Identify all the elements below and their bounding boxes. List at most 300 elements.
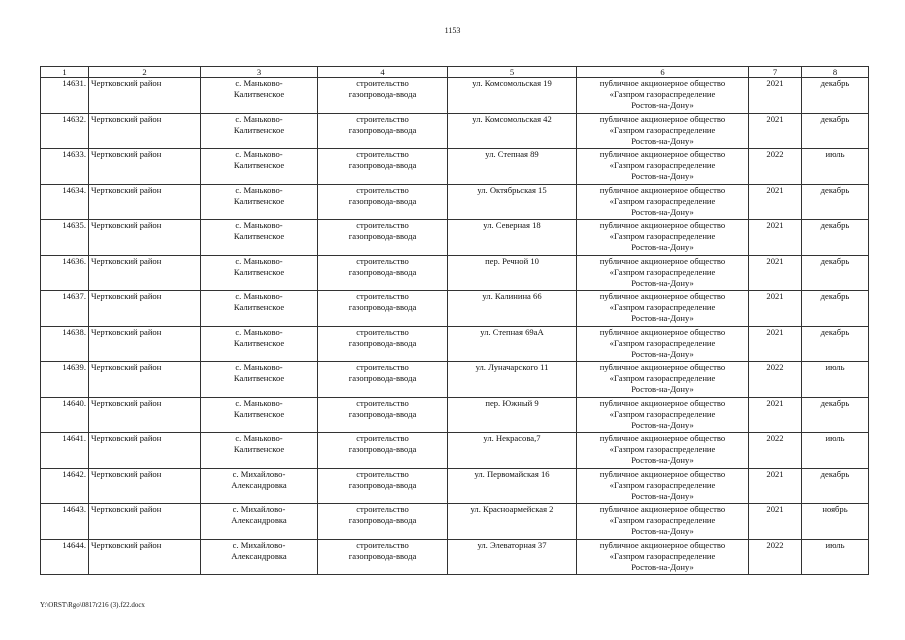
year: 2022: [766, 433, 784, 443]
organization-line: «Газпром газораспределение: [609, 444, 716, 455]
organization-line: публичное акционерное общество: [599, 255, 726, 266]
registry-table: [40, 66, 869, 575]
row-number: 14632.: [62, 113, 86, 124]
column-number-row: [41, 67, 869, 78]
row-number: 14633.: [62, 149, 86, 159]
work-type-line: газопровода-ввода: [348, 337, 417, 348]
settlement-line: Калитвенское: [233, 89, 285, 100]
address-cell: [448, 468, 577, 504]
table-row: [41, 291, 869, 327]
organization-line: публичное акционерное общество: [599, 326, 726, 337]
year: 2022: [766, 539, 784, 550]
month-cell: [802, 397, 869, 433]
table-row: [41, 255, 869, 291]
organization-line: Ростов-на-Дону»: [631, 384, 694, 395]
year: 2021: [766, 78, 784, 88]
month: декабрь: [820, 326, 850, 337]
work-type-cell: [318, 78, 448, 114]
work-type-line: газопровода-ввода: [348, 89, 417, 100]
row-number: 14642.: [62, 468, 86, 479]
address: ул. Комсомольская 42: [472, 113, 552, 124]
work-type-cell: [318, 220, 448, 256]
column-number: 3: [201, 67, 318, 78]
settlement-line: с. Маньково-: [235, 255, 283, 266]
organization-cell: [577, 397, 749, 433]
work-type-line: строительство: [356, 113, 409, 124]
year: 2021: [766, 468, 784, 479]
month: декабрь: [820, 220, 850, 230]
month: декабрь: [820, 113, 850, 124]
column-number: 6: [577, 67, 749, 78]
month-cell: [802, 220, 869, 256]
work-type-line: газопровода-ввода: [348, 373, 417, 384]
district-cell: [89, 397, 201, 433]
row-number: 14644.: [62, 539, 86, 550]
settlement-line: Калитвенское: [233, 337, 285, 348]
settlement-cell: [201, 113, 318, 149]
settlement-cell: [201, 149, 318, 185]
row-number-cell: [41, 326, 89, 362]
work-type-cell: [318, 362, 448, 398]
month-cell: [802, 113, 869, 149]
month-cell: [802, 184, 869, 220]
district-cell: [89, 291, 201, 327]
organization-line: публичное акционерное общество: [599, 149, 726, 159]
work-type-cell: [318, 326, 448, 362]
address-cell: [448, 433, 577, 469]
work-type-line: газопровода-ввода: [348, 408, 417, 419]
organization-line: Ростов-на-Дону»: [631, 561, 694, 572]
work-type-line: газопровода-ввода: [348, 195, 417, 206]
year: 2021: [766, 220, 784, 230]
settlement-cell: [201, 184, 318, 220]
column-number: 7: [749, 67, 802, 78]
table-row: [41, 397, 869, 433]
column-number: 4: [318, 67, 448, 78]
settlement-line: Александровка: [231, 515, 287, 526]
column-number: 2: [89, 67, 201, 78]
settlement-line: с. Маньково-: [235, 78, 283, 88]
row-number: 14640.: [62, 397, 86, 408]
month: декабрь: [820, 468, 850, 479]
year: 2021: [766, 184, 784, 195]
month: декабрь: [820, 78, 850, 88]
work-type-line: газопровода-ввода: [348, 515, 417, 526]
settlement-cell: [201, 539, 318, 575]
organization-cell: [577, 184, 749, 220]
settlement-line: с. Маньково-: [235, 291, 283, 301]
organization-line: «Газпром газораспределение: [609, 302, 716, 313]
month-cell: [802, 326, 869, 362]
row-number: 14631.: [62, 78, 86, 88]
address-cell: [448, 113, 577, 149]
organization-line: публичное акционерное общество: [599, 504, 726, 514]
organization-line: Ростов-на-Дону»: [631, 313, 694, 324]
organization-line: публичное акционерное общество: [599, 220, 726, 230]
organization-line: Ростов-на-Дону»: [631, 455, 694, 466]
district-cell: [89, 255, 201, 291]
row-number: 14634.: [62, 184, 86, 195]
organization-line: публичное акционерное общество: [599, 468, 726, 479]
district-cell: [89, 220, 201, 256]
address: ул. Луначарского 11: [475, 362, 549, 372]
table-row: [41, 149, 869, 185]
settlement-line: Калитвенское: [233, 195, 285, 206]
work-type-cell: [318, 255, 448, 291]
row-number-cell: [41, 184, 89, 220]
month: июль: [825, 539, 845, 550]
table-row: [41, 113, 869, 149]
year: 2021: [766, 326, 784, 337]
month-cell: [802, 504, 869, 540]
work-type-line: газопровода-ввода: [348, 231, 417, 242]
settlement-line: с. Михайлово-: [232, 539, 286, 550]
work-type-line: строительство: [356, 184, 409, 195]
row-number-cell: [41, 397, 89, 433]
row-number-cell: [41, 220, 89, 256]
district-cell: [89, 113, 201, 149]
address-cell: [448, 220, 577, 256]
month: июль: [825, 149, 845, 159]
work-type-cell: [318, 504, 448, 540]
row-number: 14641.: [62, 433, 86, 443]
district-cell: [89, 78, 201, 114]
column-number: 1: [41, 67, 89, 78]
organization-line: «Газпром газораспределение: [609, 195, 716, 206]
work-type-line: газопровода-ввода: [348, 550, 417, 561]
month-cell: [802, 78, 869, 114]
settlement-line: с. Михайлово-: [232, 468, 286, 479]
organization-cell: [577, 78, 749, 114]
table-row: [41, 504, 869, 540]
year-cell: [749, 291, 802, 327]
row-number: 14636.: [62, 255, 86, 266]
work-type-line: газопровода-ввода: [348, 160, 417, 171]
month-cell: [802, 433, 869, 469]
settlement-cell: [201, 504, 318, 540]
settlement-line: Калитвенское: [233, 302, 285, 313]
settlement-line: Калитвенское: [233, 373, 285, 384]
organization-cell: [577, 255, 749, 291]
row-number: 14635.: [62, 220, 86, 230]
year-cell: [749, 326, 802, 362]
settlement-line: Александровка: [231, 550, 287, 561]
month-cell: [802, 468, 869, 504]
work-type-cell: [318, 291, 448, 327]
district-cell: [89, 504, 201, 540]
organization-cell: [577, 291, 749, 327]
settlement-cell: [201, 255, 318, 291]
address-cell: [448, 184, 577, 220]
year: 2021: [766, 291, 784, 301]
district-name: Чертковский район: [91, 184, 162, 195]
organization-line: «Газпром газораспределение: [609, 124, 716, 135]
work-type-line: строительство: [356, 78, 409, 88]
year: 2021: [766, 255, 784, 266]
district-name: Чертковский район: [91, 255, 162, 266]
work-type-cell: [318, 539, 448, 575]
organization-line: публичное акционерное общество: [599, 539, 726, 550]
address-cell: [448, 362, 577, 398]
work-type-line: строительство: [356, 291, 409, 301]
work-type-cell: [318, 184, 448, 220]
settlement-cell: [201, 78, 318, 114]
work-type-line: строительство: [356, 433, 409, 443]
year-cell: [749, 255, 802, 291]
organization-line: публичное акционерное общество: [599, 397, 726, 408]
settlement-cell: [201, 433, 318, 469]
district-name: Чертковский район: [91, 78, 162, 88]
work-type-cell: [318, 149, 448, 185]
address: ул. Степная 89: [485, 149, 539, 159]
month: декабрь: [820, 255, 850, 266]
address: пер. Речной 10: [485, 255, 539, 266]
district-name: Чертковский район: [91, 326, 162, 337]
work-type-line: газопровода-ввода: [348, 266, 417, 277]
table-row: [41, 539, 869, 575]
organization-line: Ростов-на-Дону»: [631, 277, 694, 288]
settlement-cell: [201, 362, 318, 398]
row-number: 14643.: [62, 504, 86, 514]
month-cell: [802, 362, 869, 398]
row-number-cell: [41, 539, 89, 575]
settlement-line: Калитвенское: [233, 231, 285, 242]
organization-cell: [577, 539, 749, 575]
month-cell: [802, 149, 869, 185]
address: ул. Северная 18: [483, 220, 541, 230]
address: ул. Калинина 66: [482, 291, 542, 301]
address-cell: [448, 255, 577, 291]
year-cell: [749, 184, 802, 220]
row-number-cell: [41, 113, 89, 149]
year: 2022: [766, 149, 784, 159]
table-row: [41, 468, 869, 504]
settlement-line: Калитвенское: [233, 444, 285, 455]
district-cell: [89, 539, 201, 575]
district-name: Чертковский район: [91, 468, 162, 479]
year-cell: [749, 504, 802, 540]
organization-line: публичное акционерное общество: [599, 113, 726, 124]
month-cell: [802, 255, 869, 291]
district-name: Чертковский район: [91, 362, 162, 372]
table-row: [41, 362, 869, 398]
work-type-cell: [318, 433, 448, 469]
organization-cell: [577, 220, 749, 256]
district-name: Чертковский район: [91, 539, 162, 550]
address-cell: [448, 326, 577, 362]
work-type-line: газопровода-ввода: [348, 302, 417, 313]
work-type-line: строительство: [356, 397, 409, 408]
settlement-line: с. Михайлово-: [232, 504, 286, 514]
file-path-footer: Y:\ORST\Rgo\0817r216 (3).f22.docx: [40, 601, 145, 609]
year-cell: [749, 468, 802, 504]
row-number-cell: [41, 504, 89, 540]
organization-line: «Газпром газораспределение: [609, 160, 716, 171]
year-cell: [749, 220, 802, 256]
month: декабрь: [820, 397, 850, 408]
year: 2022: [766, 362, 784, 372]
settlement-line: Калитвенское: [233, 408, 285, 419]
address: ул. Октябрьская 15: [477, 184, 547, 195]
organization-line: публичное акционерное общество: [599, 433, 726, 443]
row-number-cell: [41, 362, 89, 398]
work-type-line: строительство: [356, 220, 409, 230]
district-name: Чертковский район: [91, 433, 162, 443]
year-cell: [749, 149, 802, 185]
settlement-cell: [201, 291, 318, 327]
work-type-line: строительство: [356, 255, 409, 266]
organization-line: «Газпром газораспределение: [609, 550, 716, 561]
year-cell: [749, 433, 802, 469]
year-cell: [749, 362, 802, 398]
organization-line: публичное акционерное общество: [599, 291, 726, 301]
district-cell: [89, 433, 201, 469]
address-cell: [448, 504, 577, 540]
month: июль: [825, 362, 845, 372]
work-type-line: строительство: [356, 504, 409, 514]
organization-line: Ростов-на-Дону»: [631, 419, 694, 430]
work-type-line: строительство: [356, 468, 409, 479]
page-number: 1153: [444, 26, 461, 35]
month-cell: [802, 539, 869, 575]
settlement-line: Калитвенское: [233, 160, 285, 171]
year: 2021: [766, 113, 784, 124]
settlement-line: с. Маньково-: [235, 149, 283, 159]
address: ул. Степная 69аА: [480, 326, 544, 337]
organization-cell: [577, 149, 749, 185]
settlement-line: с. Маньково-: [235, 113, 283, 124]
address-cell: [448, 78, 577, 114]
table-row: [41, 78, 869, 114]
month-cell: [802, 291, 869, 327]
district-cell: [89, 149, 201, 185]
address: ул. Красноармейская 2: [470, 504, 554, 514]
organization-cell: [577, 504, 749, 540]
year-cell: [749, 397, 802, 433]
column-number: 5: [448, 67, 577, 78]
organization-line: «Газпром газораспределение: [609, 89, 716, 100]
organization-line: «Газпром газораспределение: [609, 337, 716, 348]
organization-line: публичное акционерное общество: [599, 362, 726, 372]
address: ул. Первомайская 16: [474, 468, 550, 479]
organization-cell: [577, 433, 749, 469]
settlement-cell: [201, 468, 318, 504]
row-number-cell: [41, 255, 89, 291]
district-name: Чертковский район: [91, 149, 162, 159]
month: декабрь: [820, 184, 850, 195]
settlement-line: с. Маньково-: [235, 326, 283, 337]
district-name: Чертковский район: [91, 113, 162, 124]
organization-line: Ростов-на-Дону»: [631, 348, 694, 359]
table-row: [41, 184, 869, 220]
district-name: Чертковский район: [91, 220, 162, 230]
row-number-cell: [41, 78, 89, 114]
settlement-line: Александровка: [231, 479, 287, 490]
year-cell: [749, 113, 802, 149]
work-type-cell: [318, 113, 448, 149]
organization-line: публичное акционерное общество: [599, 78, 726, 88]
organization-line: Ростов-на-Дону»: [631, 206, 694, 217]
organization-line: «Газпром газораспределение: [609, 266, 716, 277]
district-name: Чертковский район: [91, 291, 162, 301]
organization-cell: [577, 326, 749, 362]
address-cell: [448, 539, 577, 575]
settlement-line: с. Маньково-: [235, 433, 283, 443]
row-number: 14638.: [62, 326, 86, 337]
row-number-cell: [41, 291, 89, 327]
address: пер. Южный 9: [485, 397, 539, 408]
settlement-line: с. Маньково-: [235, 362, 283, 372]
year: 2021: [766, 504, 784, 514]
settlement-line: Калитвенское: [233, 124, 285, 135]
work-type-cell: [318, 397, 448, 433]
district-name: Чертковский район: [91, 397, 162, 408]
year-cell: [749, 78, 802, 114]
table-row: [41, 433, 869, 469]
row-number: 14639.: [62, 362, 86, 372]
table-row: [41, 326, 869, 362]
work-type-line: газопровода-ввода: [348, 479, 417, 490]
district-cell: [89, 184, 201, 220]
year: 2021: [766, 397, 784, 408]
table-row: [41, 220, 869, 256]
district-cell: [89, 362, 201, 398]
work-type-line: газопровода-ввода: [348, 124, 417, 135]
year-cell: [749, 539, 802, 575]
organization-line: Ростов-на-Дону»: [631, 490, 694, 501]
month: июль: [825, 433, 845, 443]
organization-line: «Газпром газораспределение: [609, 408, 716, 419]
settlement-line: с. Маньково-: [235, 184, 283, 195]
organization-cell: [577, 468, 749, 504]
organization-line: Ростов-на-Дону»: [631, 135, 694, 146]
month: декабрь: [820, 291, 850, 301]
district-cell: [89, 468, 201, 504]
work-type-line: газопровода-ввода: [348, 444, 417, 455]
organization-line: «Газпром газораспределение: [609, 515, 716, 526]
settlement-line: с. Маньково-: [235, 397, 283, 408]
settlement-cell: [201, 397, 318, 433]
address: ул. Некрасова,7: [483, 433, 541, 443]
organization-line: «Газпром газораспределение: [609, 479, 716, 490]
month: ноябрь: [822, 504, 848, 514]
work-type-line: строительство: [356, 362, 409, 372]
row-number-cell: [41, 433, 89, 469]
address: ул. Элеваторная 37: [477, 539, 547, 550]
district-cell: [89, 326, 201, 362]
district-name: Чертковский район: [91, 504, 162, 514]
work-type-line: строительство: [356, 149, 409, 159]
work-type-line: строительство: [356, 326, 409, 337]
organization-cell: [577, 113, 749, 149]
address-cell: [448, 397, 577, 433]
settlement-line: Калитвенское: [233, 266, 285, 277]
row-number: 14637.: [62, 291, 86, 301]
row-number-cell: [41, 149, 89, 185]
settlement-cell: [201, 326, 318, 362]
organization-line: Ростов-на-Дону»: [631, 100, 694, 111]
address-cell: [448, 149, 577, 185]
organization-line: Ростов-на-Дону»: [631, 526, 694, 537]
organization-line: Ростов-на-Дону»: [631, 171, 694, 182]
settlement-line: с. Маньково-: [235, 220, 283, 230]
organization-line: «Газпром газораспределение: [609, 373, 716, 384]
column-number: 8: [802, 67, 869, 78]
organization-line: Ростов-на-Дону»: [631, 242, 694, 253]
settlement-cell: [201, 220, 318, 256]
address: ул. Комсомольская 19: [472, 78, 552, 88]
row-number-cell: [41, 468, 89, 504]
